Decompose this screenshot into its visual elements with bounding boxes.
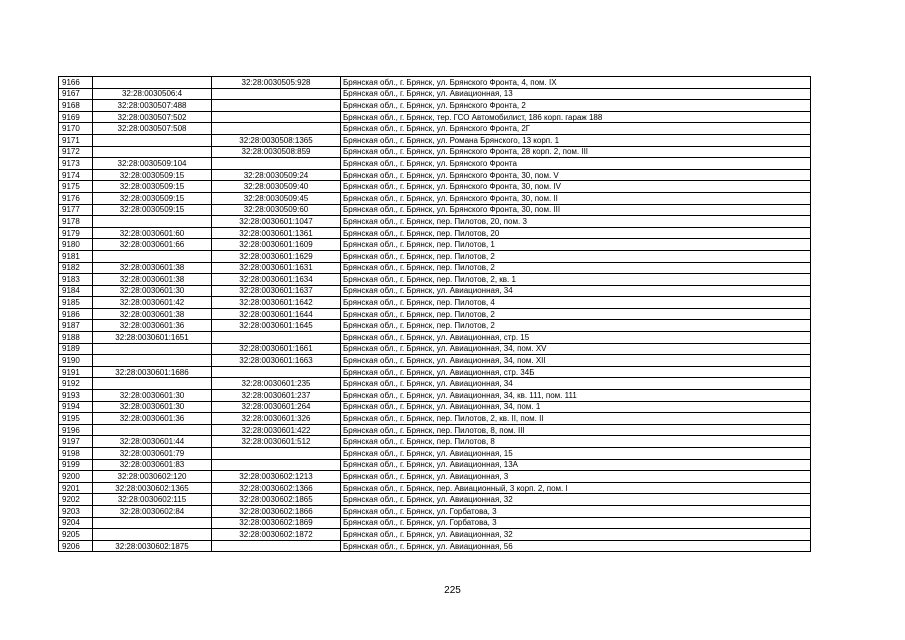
table-row <box>59 134 811 146</box>
cell-building-cadastral-number <box>212 158 341 170</box>
cell-address: Брянская обл., г. Брянск, ул. Брянского Фронта, 30, пом. II <box>341 192 811 204</box>
cell-address: Брянская обл., г. Брянск, пер. Пилотов, 2, кв. 1 <box>341 274 811 286</box>
cell-land-cadastral-number <box>93 378 212 390</box>
cell-building-cadastral-number: 32:28:0030601:1642 <box>212 297 341 309</box>
cell-address: Брянская обл., г. Брянск, пер. Пилотов, 2 <box>341 262 811 274</box>
table-body <box>59 77 811 552</box>
table-row <box>59 204 811 216</box>
cell-land-cadastral-number: 32:28:0030601:60 <box>93 227 212 239</box>
table-row <box>59 482 811 494</box>
table-row <box>59 517 811 529</box>
cell-land-cadastral-number: 32:28:0030601:30 <box>93 401 212 413</box>
cell-land-cadastral-number: 32:28:0030509:15 <box>93 181 212 193</box>
table-row <box>59 262 811 274</box>
cell-building-cadastral-number: 32:28:0030602:1213 <box>212 471 341 483</box>
cell-building-cadastral-number: 32:28:0030602:1869 <box>212 517 341 529</box>
cell-record-number: 9205 <box>59 529 93 541</box>
table-row <box>59 343 811 355</box>
cell-building-cadastral-number: 32:28:0030601:1661 <box>212 343 341 355</box>
cell-land-cadastral-number <box>93 343 212 355</box>
cell-address: Брянская обл., г. Брянск, ул. Авиационная, 32 <box>341 494 811 506</box>
cell-building-cadastral-number <box>212 366 341 378</box>
table-row <box>59 390 811 402</box>
table-row <box>59 285 811 297</box>
cell-land-cadastral-number: 32:28:0030509:15 <box>93 169 212 181</box>
cell-address: Брянская обл., г. Брянск, ул. Брянского Фронта, 28 корп. 2, пом. III <box>341 146 811 158</box>
cell-record-number: 9180 <box>59 239 93 251</box>
cell-record-number: 9187 <box>59 320 93 332</box>
cell-record-number: 9172 <box>59 146 93 158</box>
cell-record-number: 9177 <box>59 204 93 216</box>
table-row <box>59 239 811 251</box>
cell-address: Брянская обл., г. Брянск, ул. Авиационная, 34, кв. 111, пом. 111 <box>341 390 811 402</box>
cell-land-cadastral-number <box>93 77 212 89</box>
cell-record-number: 9199 <box>59 459 93 471</box>
cell-address: Брянская обл., г. Брянск, тер. ГСО Автомобилист, 186 корп. гараж 188 <box>341 111 811 123</box>
cell-address: Брянская обл., г. Брянск, пер. Пилотов, 1 <box>341 239 811 251</box>
cell-address: Брянская обл., г. Брянск, пер. Пилотов, 20 <box>341 227 811 239</box>
cell-building-cadastral-number: 32:28:0030601:326 <box>212 413 341 425</box>
cell-record-number: 9195 <box>59 413 93 425</box>
cell-land-cadastral-number: 32:28:0030507:488 <box>93 100 212 112</box>
cell-address: Брянская обл., г. Брянск, ул. Авиационная, 34 <box>341 285 811 297</box>
cell-building-cadastral-number: 32:28:0030601:1629 <box>212 250 341 262</box>
cell-building-cadastral-number: 32:28:0030601:1634 <box>212 274 341 286</box>
cell-address: Брянская обл., г. Брянск, пер. Пилотов, 8 <box>341 436 811 448</box>
table-row <box>59 111 811 123</box>
cell-record-number: 9170 <box>59 123 93 135</box>
cell-address: Брянская обл., г. Брянск, ул. Авиационная, стр. 15 <box>341 332 811 344</box>
cell-record-number: 9171 <box>59 134 93 146</box>
cell-record-number: 9200 <box>59 471 93 483</box>
cell-address: Брянская обл., г. Брянск, пер. Авиационный, 3 корп. 2, пом. I <box>341 482 811 494</box>
table-row <box>59 169 811 181</box>
cell-address: Брянская обл., г. Брянск, пер. Пилотов, 2, кв. II, пом. II <box>341 413 811 425</box>
cell-address: Брянская обл., г. Брянск, ул. Авиационная, 13А <box>341 459 811 471</box>
cell-address: Брянская обл., г. Брянск, ул. Авиационная, 13 <box>341 88 811 100</box>
cell-building-cadastral-number: 32:28:0030601:1637 <box>212 285 341 297</box>
table-row <box>59 192 811 204</box>
cell-building-cadastral-number: 32:28:0030602:1866 <box>212 505 341 517</box>
cell-record-number: 9203 <box>59 505 93 517</box>
cell-land-cadastral-number <box>93 250 212 262</box>
table-row <box>59 158 811 170</box>
table-row <box>59 413 811 425</box>
cell-address: Брянская обл., г. Брянск, ул. Брянского Фронта, 4, пом. IX <box>341 77 811 89</box>
table-row <box>59 77 811 89</box>
cell-building-cadastral-number <box>212 111 341 123</box>
cell-building-cadastral-number: 32:28:0030601:1663 <box>212 355 341 367</box>
cell-address: Брянская обл., г. Брянск, ул. Авиационная, 3 <box>341 471 811 483</box>
cell-building-cadastral-number: 32:28:0030508:1365 <box>212 134 341 146</box>
cell-building-cadastral-number <box>212 123 341 135</box>
table-row <box>59 274 811 286</box>
cell-building-cadastral-number: 32:28:0030509:45 <box>212 192 341 204</box>
cell-record-number: 9188 <box>59 332 93 344</box>
cell-land-cadastral-number: 32:28:0030601:79 <box>93 448 212 460</box>
cell-land-cadastral-number <box>93 355 212 367</box>
cell-record-number: 9191 <box>59 366 93 378</box>
cell-record-number: 9178 <box>59 216 93 228</box>
cell-record-number: 9190 <box>59 355 93 367</box>
cell-land-cadastral-number <box>93 146 212 158</box>
cell-building-cadastral-number: 32:28:0030509:24 <box>212 169 341 181</box>
cell-address: Брянская обл., г. Брянск, пер. Пилотов, 20, пом. 3 <box>341 216 811 228</box>
table-row <box>59 332 811 344</box>
cell-land-cadastral-number: 32:28:0030601:38 <box>93 262 212 274</box>
cell-record-number: 9175 <box>59 181 93 193</box>
cell-building-cadastral-number <box>212 88 341 100</box>
cell-address: Брянская обл., г. Брянск, ул. Брянского Фронта <box>341 158 811 170</box>
cell-land-cadastral-number: 32:28:0030601:38 <box>93 308 212 320</box>
cell-record-number: 9181 <box>59 250 93 262</box>
table-row <box>59 540 811 552</box>
cell-land-cadastral-number: 32:28:0030602:115 <box>93 494 212 506</box>
cell-land-cadastral-number: 32:28:0030601:30 <box>93 390 212 402</box>
cell-building-cadastral-number: 32:28:0030601:512 <box>212 436 341 448</box>
cell-record-number: 9185 <box>59 297 93 309</box>
cell-building-cadastral-number <box>212 448 341 460</box>
table-row <box>59 123 811 135</box>
table-row <box>59 320 811 332</box>
cell-building-cadastral-number: 32:28:0030601:237 <box>212 390 341 402</box>
cell-record-number: 9167 <box>59 88 93 100</box>
cell-land-cadastral-number <box>93 424 212 436</box>
cell-address: Брянская обл., г. Брянск, ул. Авиационная, 34 <box>341 378 811 390</box>
table-row <box>59 355 811 367</box>
cell-record-number: 9204 <box>59 517 93 529</box>
cell-land-cadastral-number <box>93 529 212 541</box>
cell-record-number: 9176 <box>59 192 93 204</box>
table-row <box>59 181 811 193</box>
cell-record-number: 9166 <box>59 77 93 89</box>
cell-land-cadastral-number: 32:28:0030509:104 <box>93 158 212 170</box>
cell-building-cadastral-number <box>212 100 341 112</box>
cell-record-number: 9192 <box>59 378 93 390</box>
cell-land-cadastral-number: 32:28:0030602:120 <box>93 471 212 483</box>
cell-address: Брянская обл., г. Брянск, пер. Пилотов, 2 <box>341 250 811 262</box>
table-row <box>59 378 811 390</box>
cell-land-cadastral-number: 32:28:0030506:4 <box>93 88 212 100</box>
cell-building-cadastral-number: 32:28:0030505:928 <box>212 77 341 89</box>
cell-record-number: 9173 <box>59 158 93 170</box>
cell-record-number: 9169 <box>59 111 93 123</box>
table-row <box>59 308 811 320</box>
cell-building-cadastral-number <box>212 332 341 344</box>
cell-land-cadastral-number: 32:28:0030601:66 <box>93 239 212 251</box>
cell-building-cadastral-number: 32:28:0030602:1366 <box>212 482 341 494</box>
cell-building-cadastral-number: 32:28:0030601:1361 <box>212 227 341 239</box>
cell-address: Брянская обл., г. Брянск, ул. Авиационная, 56 <box>341 540 811 552</box>
cell-address: Брянская обл., г. Брянск, ул. Брянского Фронта, 30, пом. IV <box>341 181 811 193</box>
table-row <box>59 297 811 309</box>
cell-building-cadastral-number: 32:28:0030601:1609 <box>212 239 341 251</box>
property-registry-table <box>58 76 811 552</box>
cell-record-number: 9174 <box>59 169 93 181</box>
cell-address: Брянская обл., г. Брянск, ул. Авиационная, 34, пом. XII <box>341 355 811 367</box>
cell-building-cadastral-number: 32:28:0030601:422 <box>212 424 341 436</box>
cell-land-cadastral-number: 32:28:0030601:38 <box>93 274 212 286</box>
table-row <box>59 494 811 506</box>
cell-building-cadastral-number: 32:28:0030509:40 <box>212 181 341 193</box>
cell-address: Брянская обл., г. Брянск, пер. Пилотов, 2 <box>341 308 811 320</box>
cell-record-number: 9196 <box>59 424 93 436</box>
cell-address: Брянская обл., г. Брянск, ул. Авиационная, 32 <box>341 529 811 541</box>
cell-land-cadastral-number <box>93 517 212 529</box>
cell-building-cadastral-number: 32:28:0030508:859 <box>212 146 341 158</box>
cell-land-cadastral-number: 32:28:0030602:1365 <box>93 482 212 494</box>
cell-address: Брянская обл., г. Брянск, ул. Авиационная, 34, пом. XV <box>341 343 811 355</box>
cell-building-cadastral-number: 32:28:0030601:1631 <box>212 262 341 274</box>
table-row <box>59 401 811 413</box>
cell-record-number: 9183 <box>59 274 93 286</box>
cell-address: Брянская обл., г. Брянск, ул. Брянского Фронта, 30, пом. III <box>341 204 811 216</box>
cell-record-number: 9193 <box>59 390 93 402</box>
table-row <box>59 424 811 436</box>
cell-building-cadastral-number: 32:28:0030601:1047 <box>212 216 341 228</box>
cell-land-cadastral-number: 32:28:0030602:84 <box>93 505 212 517</box>
cell-land-cadastral-number: 32:28:0030601:42 <box>93 297 212 309</box>
table-row <box>59 529 811 541</box>
cell-land-cadastral-number <box>93 216 212 228</box>
cell-land-cadastral-number <box>93 134 212 146</box>
cell-land-cadastral-number: 32:28:0030507:502 <box>93 111 212 123</box>
cell-building-cadastral-number <box>212 540 341 552</box>
cell-address: Брянская обл., г. Брянск, ул. Авиационная, 15 <box>341 448 811 460</box>
table-row <box>59 88 811 100</box>
table-row <box>59 366 811 378</box>
table-row <box>59 459 811 471</box>
table-row <box>59 216 811 228</box>
cell-land-cadastral-number: 32:28:0030601:1651 <box>93 332 212 344</box>
cell-land-cadastral-number: 32:28:0030601:36 <box>93 320 212 332</box>
cell-record-number: 9184 <box>59 285 93 297</box>
cell-land-cadastral-number: 32:28:0030601:1686 <box>93 366 212 378</box>
cell-building-cadastral-number: 32:28:0030601:1644 <box>212 308 341 320</box>
cell-address: Брянская обл., г. Брянск, ул. Авиационная, стр. 34Б <box>341 366 811 378</box>
cell-land-cadastral-number: 32:28:0030601:44 <box>93 436 212 448</box>
table-row <box>59 471 811 483</box>
table-row <box>59 146 811 158</box>
cell-address: Брянская обл., г. Брянск, ул. Брянского Фронта, 2Г <box>341 123 811 135</box>
cell-land-cadastral-number: 32:28:0030601:36 <box>93 413 212 425</box>
cell-building-cadastral-number: 32:28:0030601:235 <box>212 378 341 390</box>
table-row <box>59 100 811 112</box>
cell-record-number: 9182 <box>59 262 93 274</box>
cell-record-number: 9206 <box>59 540 93 552</box>
cell-building-cadastral-number: 32:28:0030509:60 <box>212 204 341 216</box>
cell-building-cadastral-number: 32:28:0030601:264 <box>212 401 341 413</box>
cell-address: Брянская обл., г. Брянск, пер. Пилотов, 2 <box>341 320 811 332</box>
cell-record-number: 9201 <box>59 482 93 494</box>
cell-building-cadastral-number: 32:28:0030602:1865 <box>212 494 341 506</box>
cell-record-number: 9194 <box>59 401 93 413</box>
table-row <box>59 436 811 448</box>
cell-land-cadastral-number: 32:28:0030601:30 <box>93 285 212 297</box>
cell-address: Брянская обл., г. Брянск, ул. Брянского Фронта, 2 <box>341 100 811 112</box>
cell-address: Брянская обл., г. Брянск, ул. Горбатова, 3 <box>341 505 811 517</box>
cell-land-cadastral-number: 32:28:0030509:15 <box>93 192 212 204</box>
cell-address: Брянская обл., г. Брянск, ул. Романа Брянского, 13 корп. 1 <box>341 134 811 146</box>
cell-address: Брянская обл., г. Брянск, ул. Брянского Фронта, 30, пом. V <box>341 169 811 181</box>
cell-building-cadastral-number <box>212 459 341 471</box>
table-row <box>59 227 811 239</box>
cell-land-cadastral-number: 32:28:0030601:83 <box>93 459 212 471</box>
cell-address: Брянская обл., г. Брянск, пер. Пилотов, 4 <box>341 297 811 309</box>
table-row <box>59 448 811 460</box>
cell-record-number: 9168 <box>59 100 93 112</box>
cell-record-number: 9179 <box>59 227 93 239</box>
table-row <box>59 250 811 262</box>
cell-land-cadastral-number: 32:28:0030509:15 <box>93 204 212 216</box>
cell-building-cadastral-number: 32:28:0030601:1645 <box>212 320 341 332</box>
cell-address: Брянская обл., г. Брянск, ул. Горбатова, 3 <box>341 517 811 529</box>
cell-record-number: 9197 <box>59 436 93 448</box>
cell-address: Брянская обл., г. Брянск, ул. Авиационная, 34, пом. 1 <box>341 401 811 413</box>
cell-land-cadastral-number: 32:28:0030507:508 <box>93 123 212 135</box>
cell-record-number: 9189 <box>59 343 93 355</box>
cell-land-cadastral-number: 32:28:0030602:1875 <box>93 540 212 552</box>
cell-record-number: 9186 <box>59 308 93 320</box>
cell-building-cadastral-number: 32:28:0030602:1872 <box>212 529 341 541</box>
table-row <box>59 505 811 517</box>
cell-address: Брянская обл., г. Брянск, пер. Пилотов, 8, пом. III <box>341 424 811 436</box>
page-number: 225 <box>444 585 461 596</box>
cell-record-number: 9198 <box>59 448 93 460</box>
cell-record-number: 9202 <box>59 494 93 506</box>
